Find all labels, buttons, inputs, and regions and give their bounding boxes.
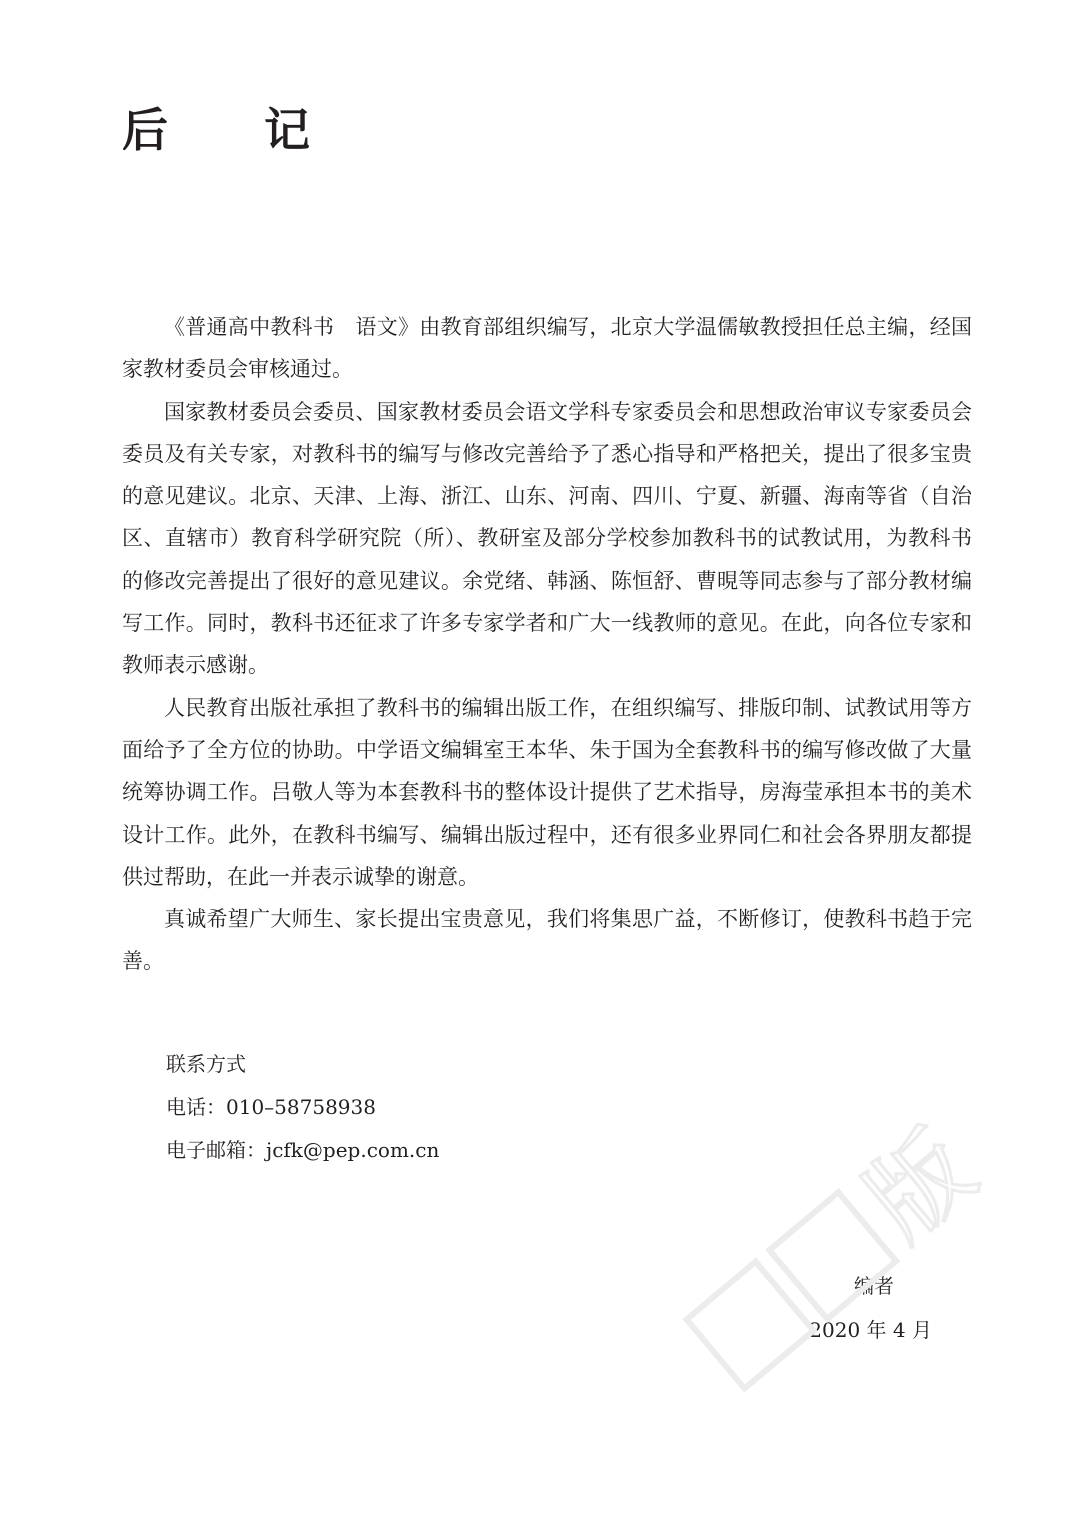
contact-email: 电子邮箱：jcfk@pep.com.cn <box>166 1138 440 1162</box>
paragraph: 《普通高中教科书 语文》由教育部组织编写，北京大学温儒敏教授担任总主编，经国家教材委员会审核通过。 <box>122 315 972 382</box>
body-text <box>122 306 972 983</box>
signoff-author: 编者 <box>854 1274 894 1298</box>
paragraph: 人民教育出版社承担了教科书的编辑出版工作，在组织编写、排版印制、试教试用等方面给予了全方位的协助。中学语文编辑室王本华、朱于国为全套教科书的编写修改做了大量统筹协调工作。吕敬人等为本套教科书的整体设计提供了艺术指导，房海莹承担本书的美术设计工作。此外，在教科书编写、编辑出版过程中，还有很多业界同仁和社会各界朋友都提供过帮助，在此一并表示诚挚的谢意。 <box>122 695 972 889</box>
signoff-date: 2020 年 4 月 <box>809 1318 932 1342</box>
page-title: 后 记 <box>122 103 351 157</box>
contact-heading: 联系方式 <box>166 1052 246 1076</box>
contact-phone: 电话：010–58758938 <box>166 1095 376 1119</box>
watermark-text: 版 <box>844 1108 997 1263</box>
signoff <box>809 1264 932 1352</box>
contact-info <box>166 1043 439 1172</box>
paragraph: 真诚希望广大师生、家长提出宝贵意见，我们将集思广益，不断修订，使教科书趋于完善。 <box>122 907 972 974</box>
watermark-box-1 <box>687 1262 814 1389</box>
paragraph: 国家教材委员会委员、国家教材委员会语文学科专家委员会和思想政治审议专家委员会委员及有关专家，对教科书的编写与修改完善给予了悉心指导和严格把关，提出了很多宝贵的意见建议。北京、天津、上海、浙江、山东、河南、四川、宁夏、新疆、海南等省（自治区、直辖市）教育科学研究院（所）、教研室及部分学校参加教科书的试教试用，为教科书的修改完善提出了很好的意见建议。余党绪、韩涵、陈恒舒、曹晛等同志参与了部分教材编写工作。同时，教科书还征求了许多专家学者和广大一线教师的意见。在此，向各位专家和教师表示感谢。 <box>122 399 972 678</box>
